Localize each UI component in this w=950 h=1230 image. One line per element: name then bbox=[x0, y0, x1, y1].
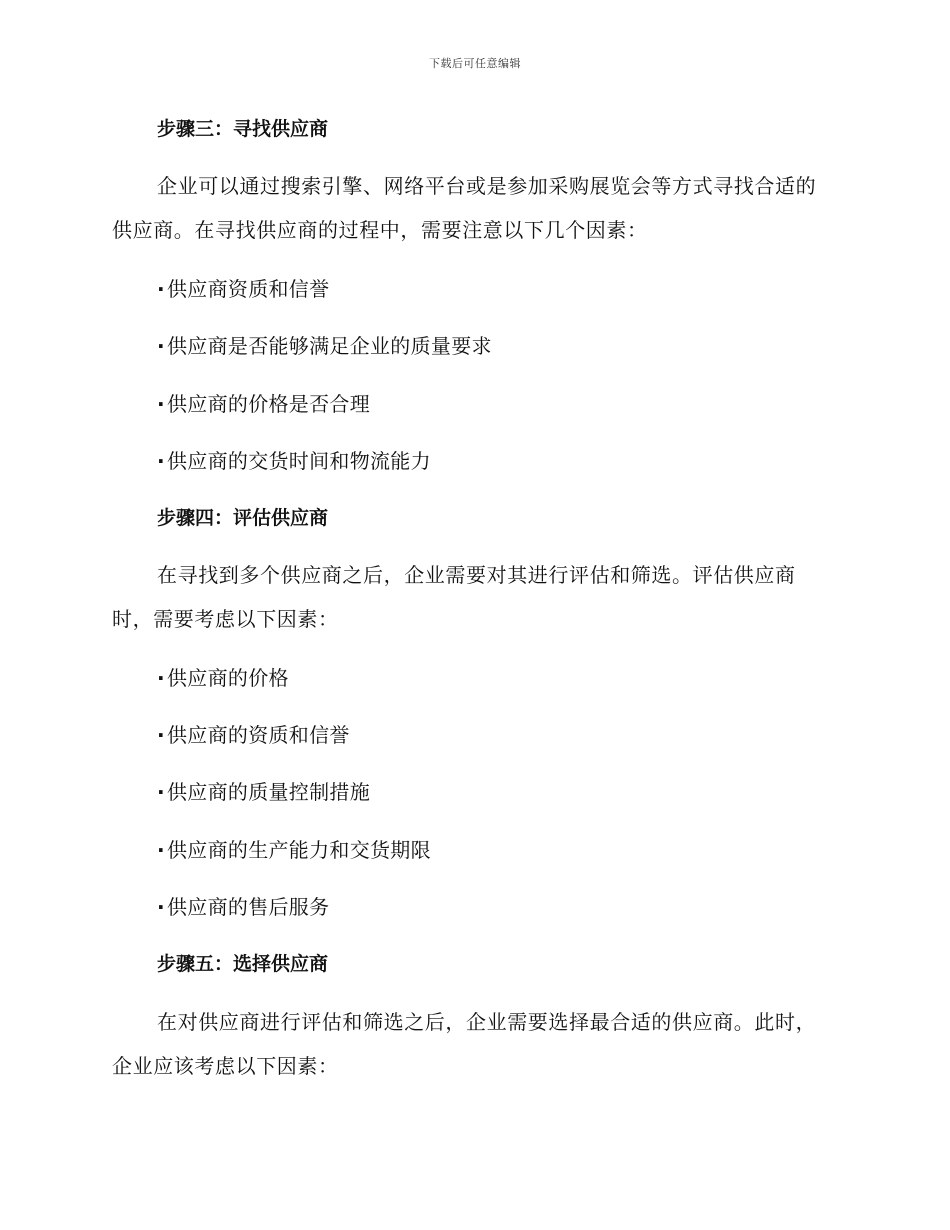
list-item-text: 供应商的质量控制措施 bbox=[167, 780, 370, 804]
bullet-icon: · bbox=[157, 277, 165, 301]
section-heading-step5: 步骤五：选择供应商 bbox=[157, 953, 329, 975]
bullet-icon: · bbox=[157, 780, 165, 804]
list-item bbox=[157, 329, 492, 363]
section-heading-step4: 步骤四：评估供应商 bbox=[157, 507, 329, 529]
list-item-text: 供应商的生产能力和交货期限 bbox=[167, 838, 431, 862]
list-item-text: 供应商的价格是否合理 bbox=[167, 392, 370, 416]
list-item-text: 供应商的售后服务 bbox=[167, 895, 330, 919]
bullet-icon: · bbox=[157, 895, 165, 919]
bullet-icon: · bbox=[157, 392, 165, 416]
header-note: 下载后可任意编辑 bbox=[429, 57, 521, 70]
list-item-text: 供应商资质和信誉 bbox=[167, 277, 330, 301]
list-item-text: 供应商是否能够满足企业的质量要求 bbox=[167, 334, 492, 358]
bullet-icon: · bbox=[157, 449, 165, 473]
section-paragraph-step4: 在寻找到多个供应商之后，企业需要对其进行评估和筛选。评估供应商时，需要考虑以下因素： bbox=[112, 563, 796, 631]
list-item-text: 供应商的资质和信誉 bbox=[167, 723, 350, 747]
list-item bbox=[157, 661, 289, 695]
list-item-text: 供应商的价格 bbox=[167, 666, 289, 690]
section-heading-step3: 步骤三：寻找供应商 bbox=[157, 118, 329, 140]
list-item bbox=[157, 833, 431, 867]
list-item bbox=[157, 272, 329, 306]
section-paragraph-step5: 在对供应商进行评估和筛选之后，企业需要选择最合适的供应商。此时，企业应该考虑以下因素： bbox=[112, 1010, 817, 1078]
list-item-text: 供应商的交货时间和物流能力 bbox=[167, 449, 431, 473]
bullet-icon: · bbox=[157, 666, 165, 690]
bullet-icon: · bbox=[157, 838, 165, 862]
list-item bbox=[157, 444, 431, 478]
list-item bbox=[157, 718, 350, 752]
list-item bbox=[157, 890, 329, 924]
bullet-icon: · bbox=[157, 334, 165, 358]
list-item bbox=[157, 775, 370, 809]
bullet-icon: · bbox=[157, 723, 165, 747]
section-paragraph-step3: 企业可以通过搜索引擎、网络平台或是参加采购展览会等方式寻找合适的供应商。在寻找供应商的过程中，需要注意以下几个因素： bbox=[112, 174, 817, 242]
list-item bbox=[157, 387, 370, 421]
